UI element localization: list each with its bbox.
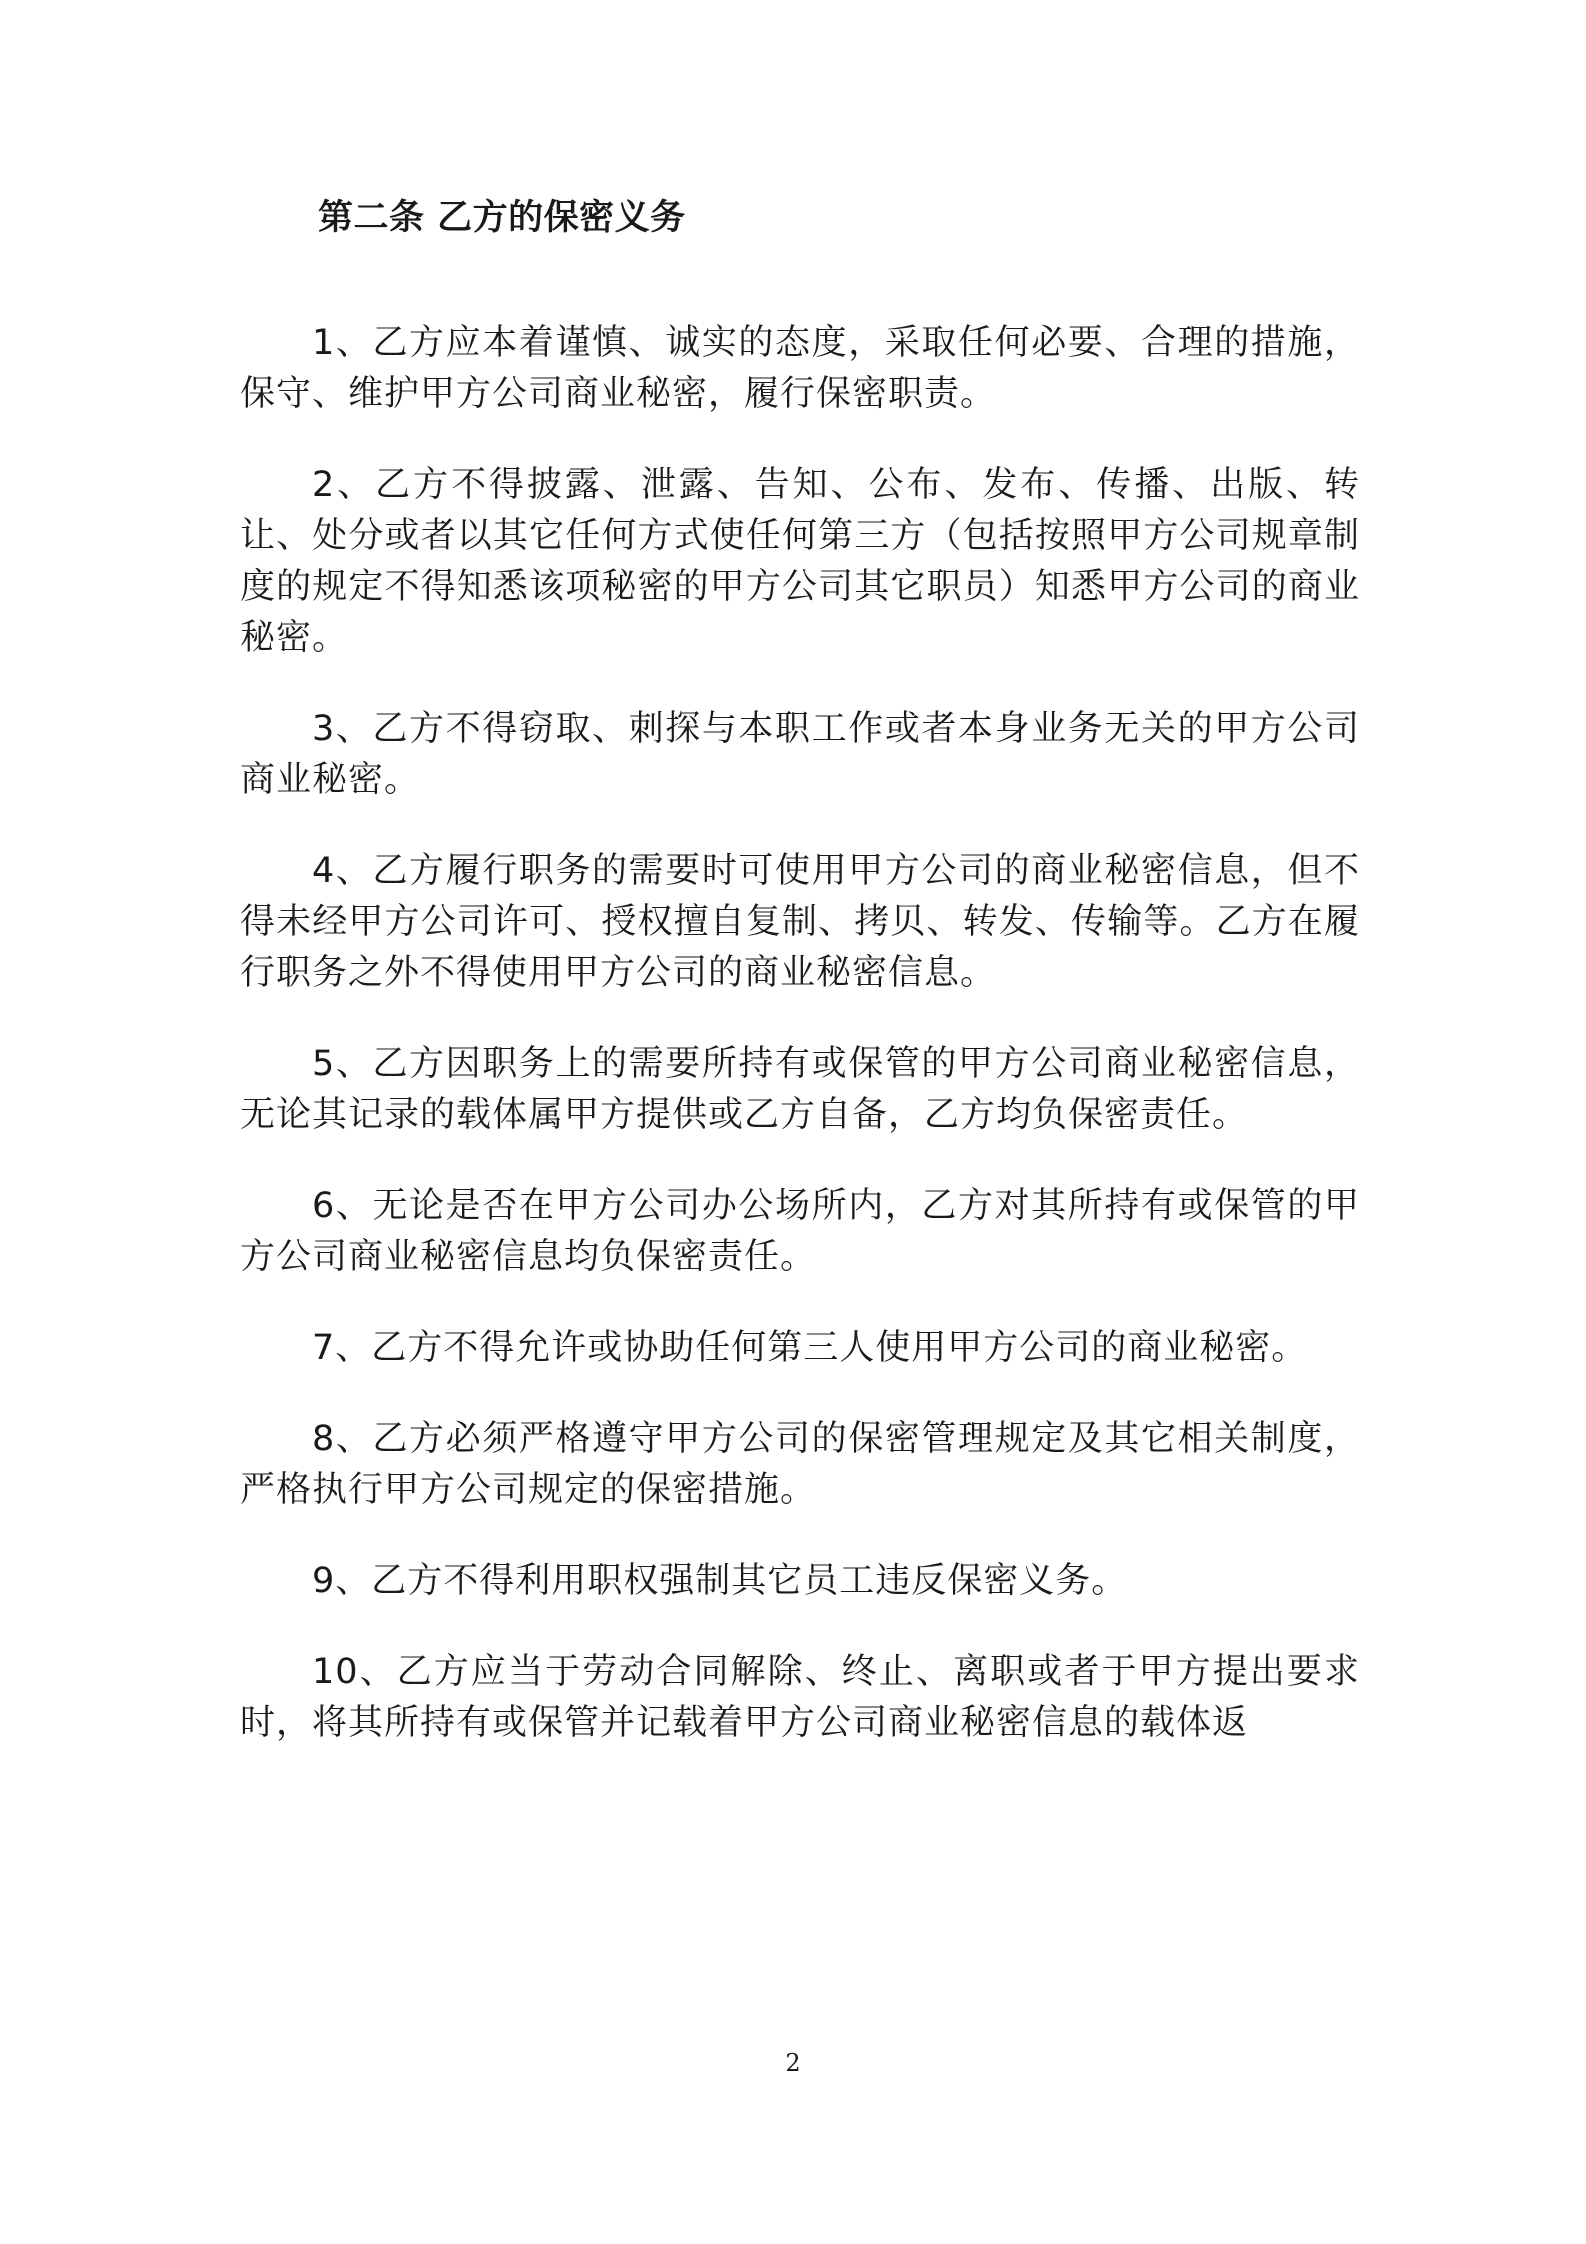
paragraph-10: 10、乙方应当于劳动合同解除、终止、离职或者于甲方提出要求时，将其所持有或保管并记载着甲方公司商业秘密信息的载体返 [240, 1652, 1360, 1743]
paragraph-4: 4、乙方履行职务的需要时可使用甲方公司的商业秘密信息，但不得未经甲方公司许可、授权擅自复制、拷贝、转发、传输等。乙方在履行职务之外不得使用甲方公司的商业秘密信息。 [240, 851, 1360, 993]
paragraph-3: 3、乙方不得窃取、刺探与本职工作或者本身业务无关的甲方公司商业秘密。 [240, 709, 1360, 800]
paragraph-5: 5、乙方因职务上的需要所持有或保管的甲方公司商业秘密信息，无论其记录的载体属甲方提供或乙方自备，乙方均负保密责任。 [240, 1044, 1360, 1135]
paragraph-8: 8、乙方必须严格遵守甲方公司的保密管理规定及其它相关制度，严格执行甲方公司规定的保密措施。 [240, 1419, 1360, 1510]
paragraph-2: 2、乙方不得披露、泄露、告知、公布、发布、传播、出版、转让、处分或者以其它任何方式使任何第三方（包括按照甲方公司规章制度的规定不得知悉该项秘密的甲方公司其它职员）知悉甲方公司的商业秘密。 [240, 465, 1360, 658]
page-number: 2 [785, 2049, 801, 2077]
paragraph-7: 7、乙方不得允许或协助任何第三人使用甲方公司的商业秘密。 [312, 1328, 1308, 1368]
paragraph-6: 6、无论是否在甲方公司办公场所内，乙方对其所持有或保管的甲方公司商业秘密信息均负保密责任。 [240, 1186, 1360, 1277]
paragraph-1: 1、乙方应本着谨慎、诚实的态度，采取任何必要、合理的措施，保守、维护甲方公司商业秘密，履行保密职责。 [240, 323, 1360, 414]
paragraph-9: 9、乙方不得利用职权强制其它员工违反保密义务。 [312, 1561, 1128, 1601]
section-heading: 第二条 乙方的保密义务 [318, 198, 686, 238]
body-text [240, 318, 1360, 1789]
